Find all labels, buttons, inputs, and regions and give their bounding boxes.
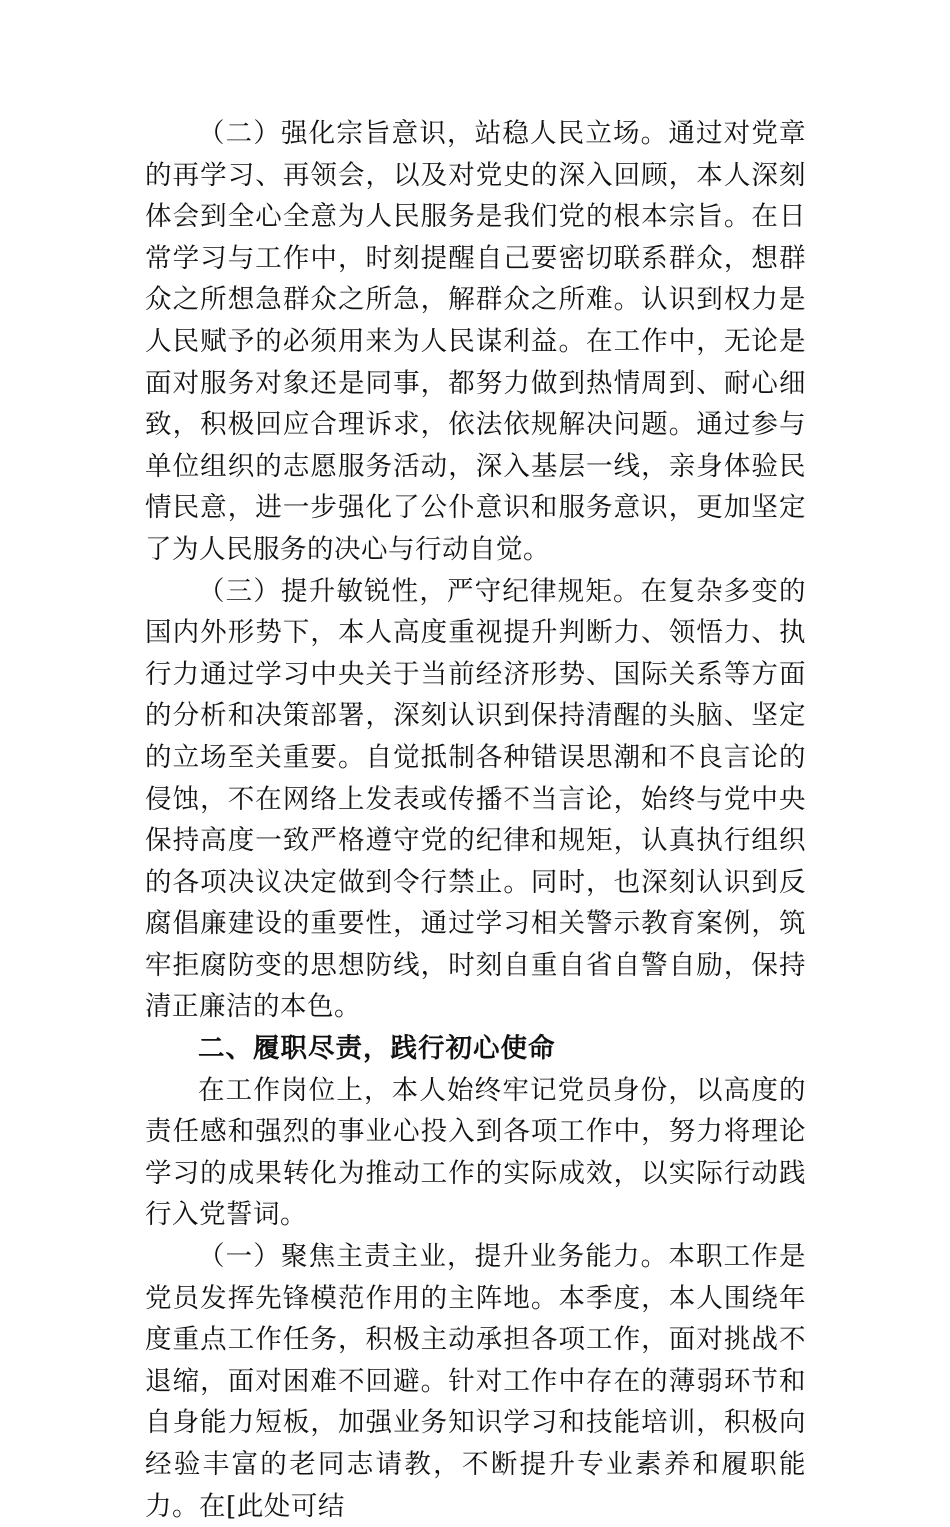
paragraph-strengthen-purpose: （二）强化宗旨意识，站稳人民立场。通过对党章的再学习、再领会，以及对党史的深入回顾，本人深刻体会到全心全意为人民服务是我们党的根本宗旨。在日常学习与工作中，时刻提醒自己要密切联系群众，想群众之所想急群众之所急，解群众之所难。认识到权力是人民赋予的必须用来为人民谋利益。在工作中，无论是面对服务对象还是同事，都努力做到热情周到、耐心细致，积极回应合理诉求，依法依规解决问题。通过参与单位组织的志愿服务活动，深入基层一线，亲身体验民情民意，进一步强化了公仆意识和服务意识，更加坚定了为人民服务的决心与行动自觉。 <box>145 118 806 565</box>
document-page <box>145 113 806 1527</box>
paragraph-core-business: （一）聚焦主责主业，提升业务能力。本职工作是党员发挥先锋模范作用的主阵地。本季度，本人围绕年度重点工作任务，积极主动承担各项工作，面对挑战不退缩，面对困难不回避。针对工作中存在的薄弱环节和自身能力短板，加强业务知识学习和技能培训，积极向经验丰富的老同志请教，不断提升专业素养和履职能力。在[此处可结 <box>145 1241 806 1522</box>
paragraph-discipline-rules: （三）提升敏锐性，严守纪律规矩。在复杂多变的国内外形势下，本人高度重视提升判断力、领悟力、执行力通过学习中央关于当前经济形势、国际关系等方面的分析和决策部署，深刻认识到保持清醒的头脑、坚定的立场至关重要。自觉抵制各种错误思潮和不良言论的侵蚀，不在网络上发表或传播不当言论，始终与党中央保持高度一致严格遵守党的纪律和规矩，认真执行组织的各项决议决定做到令行禁止。同时，也深刻认识到反腐倡廉建设的重要性，通过学习相关警示教育案例，筑牢拒腐防变的思想防线，时刻自重自省自警自励，保持清正廉洁的本色。 <box>145 575 806 1023</box>
paragraph-section-intro: 在工作岗位上，本人始终牢记党员身份，以高度的责任感和强烈的事业心投入到各项工作中，努力将理论学习的成果转化为推动工作的实际成效，以实际行动践行入党誓词。 <box>145 1074 806 1231</box>
section-heading-duty: 二、履职尽责，践行初心使命 <box>198 1033 556 1065</box>
